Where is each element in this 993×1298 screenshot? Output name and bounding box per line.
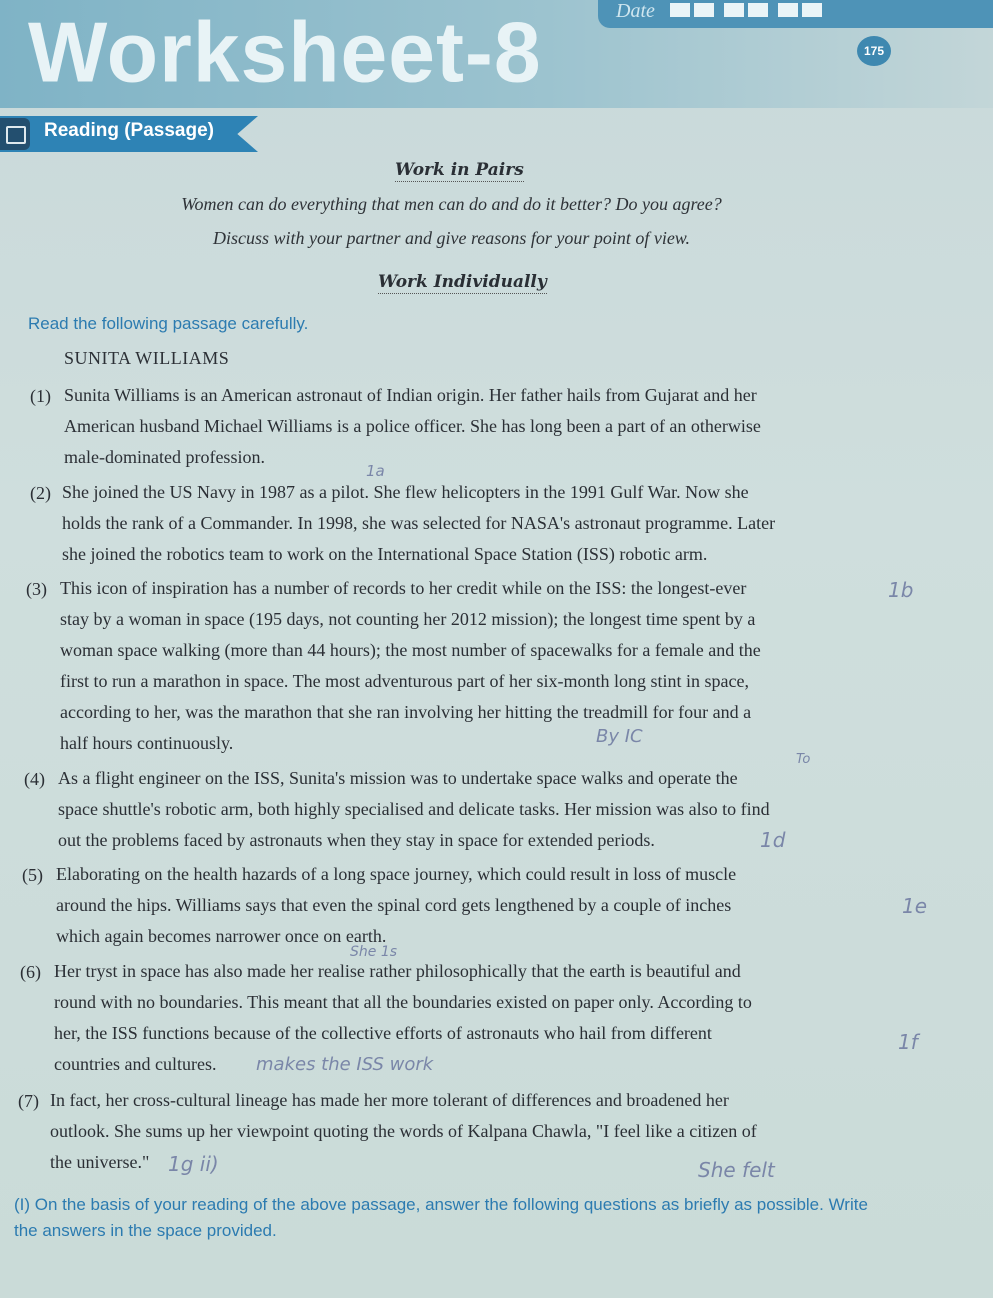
- handwritten-note: She 1s: [350, 944, 398, 960]
- book-icon: [0, 118, 30, 150]
- passage-line: Elaborating on the health hazards of a long space journey, which could result in loss of muscle: [56, 864, 737, 884]
- pairs-heading: Work in Pairs: [395, 160, 524, 180]
- passage-line: holds the rank of a Commander. In 1998, she was selected for NASA's astronaut programme. Later: [62, 513, 776, 533]
- handwritten-note: To: [796, 752, 811, 767]
- handwritten-note: 1a: [366, 462, 385, 480]
- handwritten-note: By IC: [596, 726, 643, 747]
- paragraph-number: (5): [22, 865, 43, 885]
- passage-line: out the problems faced by astronauts when they stay in space for extended periods.: [58, 830, 655, 850]
- passage-line: round with no boundaries. This meant that all the boundaries existed on paper only. According to: [54, 992, 752, 1012]
- passage-line: countries and cultures.: [54, 1054, 217, 1074]
- pairs-line-1: Women can do everything that men can do and do it better? Do you agree?: [181, 194, 722, 214]
- worksheet-title: Worksheet-8: [28, 4, 542, 100]
- passage-line: according to her, was the marathon that she ran involving her hitting the treadmill for four and a: [60, 702, 752, 722]
- page-number-badge: 175: [857, 36, 891, 66]
- date-label: Date: [616, 0, 655, 22]
- passage-line: half hours continuously.: [60, 733, 234, 753]
- pairs-line-2: Discuss with your partner and give reasons for your point of view.: [213, 228, 690, 248]
- passage-line: first to run a marathon in space. The most adventurous part of her six-month long stint in space,: [60, 671, 750, 691]
- question-instruction: (I) On the basis of your reading of the above passage, answer the following questions as briefly as possible. Write the answers in the space provided.: [14, 1195, 868, 1240]
- passage-line: Her tryst in space has also made her realise rather philosophically that the earth is beautiful and: [54, 961, 741, 981]
- individual-heading: Work Individually: [378, 272, 547, 292]
- paragraph-2: [62, 477, 775, 570]
- paragraph-7: [50, 1085, 757, 1178]
- passage-title: SUNITA WILLIAMS: [64, 348, 230, 368]
- passage-line: her, the ISS functions because of the collective efforts of astronauts who hail from different: [54, 1023, 712, 1043]
- paragraph-3: [60, 573, 761, 759]
- passage-line: American husband Michael Williams is a police officer. She has long been a part of an otherwise: [64, 416, 761, 436]
- handwritten-note: makes the ISS work: [256, 1054, 434, 1075]
- passage-line: In fact, her cross-cultural lineage has made her more tolerant of differences and broadened her: [50, 1090, 729, 1110]
- date-cell: [694, 3, 714, 17]
- passage-line: This icon of inspiration has a number of records to her credit while on the ISS: the longest-ever: [60, 578, 747, 598]
- passage-line: male-dominated profession.: [64, 447, 265, 467]
- date-cell: [724, 3, 744, 17]
- paragraph-number: (6): [20, 962, 41, 982]
- paragraph-number: (3): [26, 579, 47, 599]
- paragraph-4: [58, 763, 770, 856]
- passage-line: Sunita Williams is an American astronaut of Indian origin. Her father hails from Gujarat and her: [64, 385, 757, 405]
- passage-line: stay by a woman in space (195 days, not counting her 2012 mission); the longest time spent by a: [60, 609, 756, 629]
- handwritten-note: 1f: [898, 1030, 918, 1054]
- passage-line: she joined the robotics team to work on the International Space Station (ISS) robotic arm.: [62, 544, 708, 564]
- paragraph-number: (4): [24, 769, 45, 789]
- handwritten-note: 1e: [902, 894, 928, 918]
- passage-line: As a flight engineer on the ISS, Sunita's mission was to undertake space walks and operate the: [58, 768, 738, 788]
- passage-line: the universe.": [50, 1152, 150, 1172]
- paragraph-5: [56, 859, 736, 952]
- handwritten-note: She felt: [698, 1158, 775, 1182]
- paragraph-number: (1): [30, 386, 51, 406]
- passage-line: which again becomes narrower once on earth.: [56, 926, 387, 946]
- passage-line: space shuttle's robotic arm, both highly specialised and delicate tasks. Her mission was also to find: [58, 799, 770, 819]
- reading-instruction: Read the following passage carefully.: [28, 314, 309, 333]
- paragraph-number: (7): [18, 1091, 39, 1111]
- date-cell: [778, 3, 798, 17]
- paragraph-1: [64, 380, 761, 473]
- passage-line: She joined the US Navy in 1987 as a pilot. She flew helicopters in the 1991 Gulf War. Now she: [62, 482, 749, 502]
- handwritten-note: 1d: [760, 828, 786, 852]
- handwritten-note: 1g ii): [168, 1152, 219, 1176]
- date-box: [598, 0, 993, 28]
- passage-line: woman space walking (more than 44 hours); the most number of spacewalks for a female and the: [60, 640, 761, 660]
- handwritten-note: 1b: [888, 578, 914, 602]
- section-label: Reading (Passage): [44, 120, 214, 141]
- date-cell: [802, 3, 822, 17]
- paragraph-number: (2): [30, 483, 51, 503]
- date-cell: [670, 3, 690, 17]
- passage-line: outlook. She sums up her viewpoint quoting the words of Kalpana Chawla, "I feel like a citizen of: [50, 1121, 757, 1141]
- date-cell: [748, 3, 768, 17]
- passage-line: around the hips. Williams says that even the spinal cord gets lengthened by a couple of inches: [56, 895, 732, 915]
